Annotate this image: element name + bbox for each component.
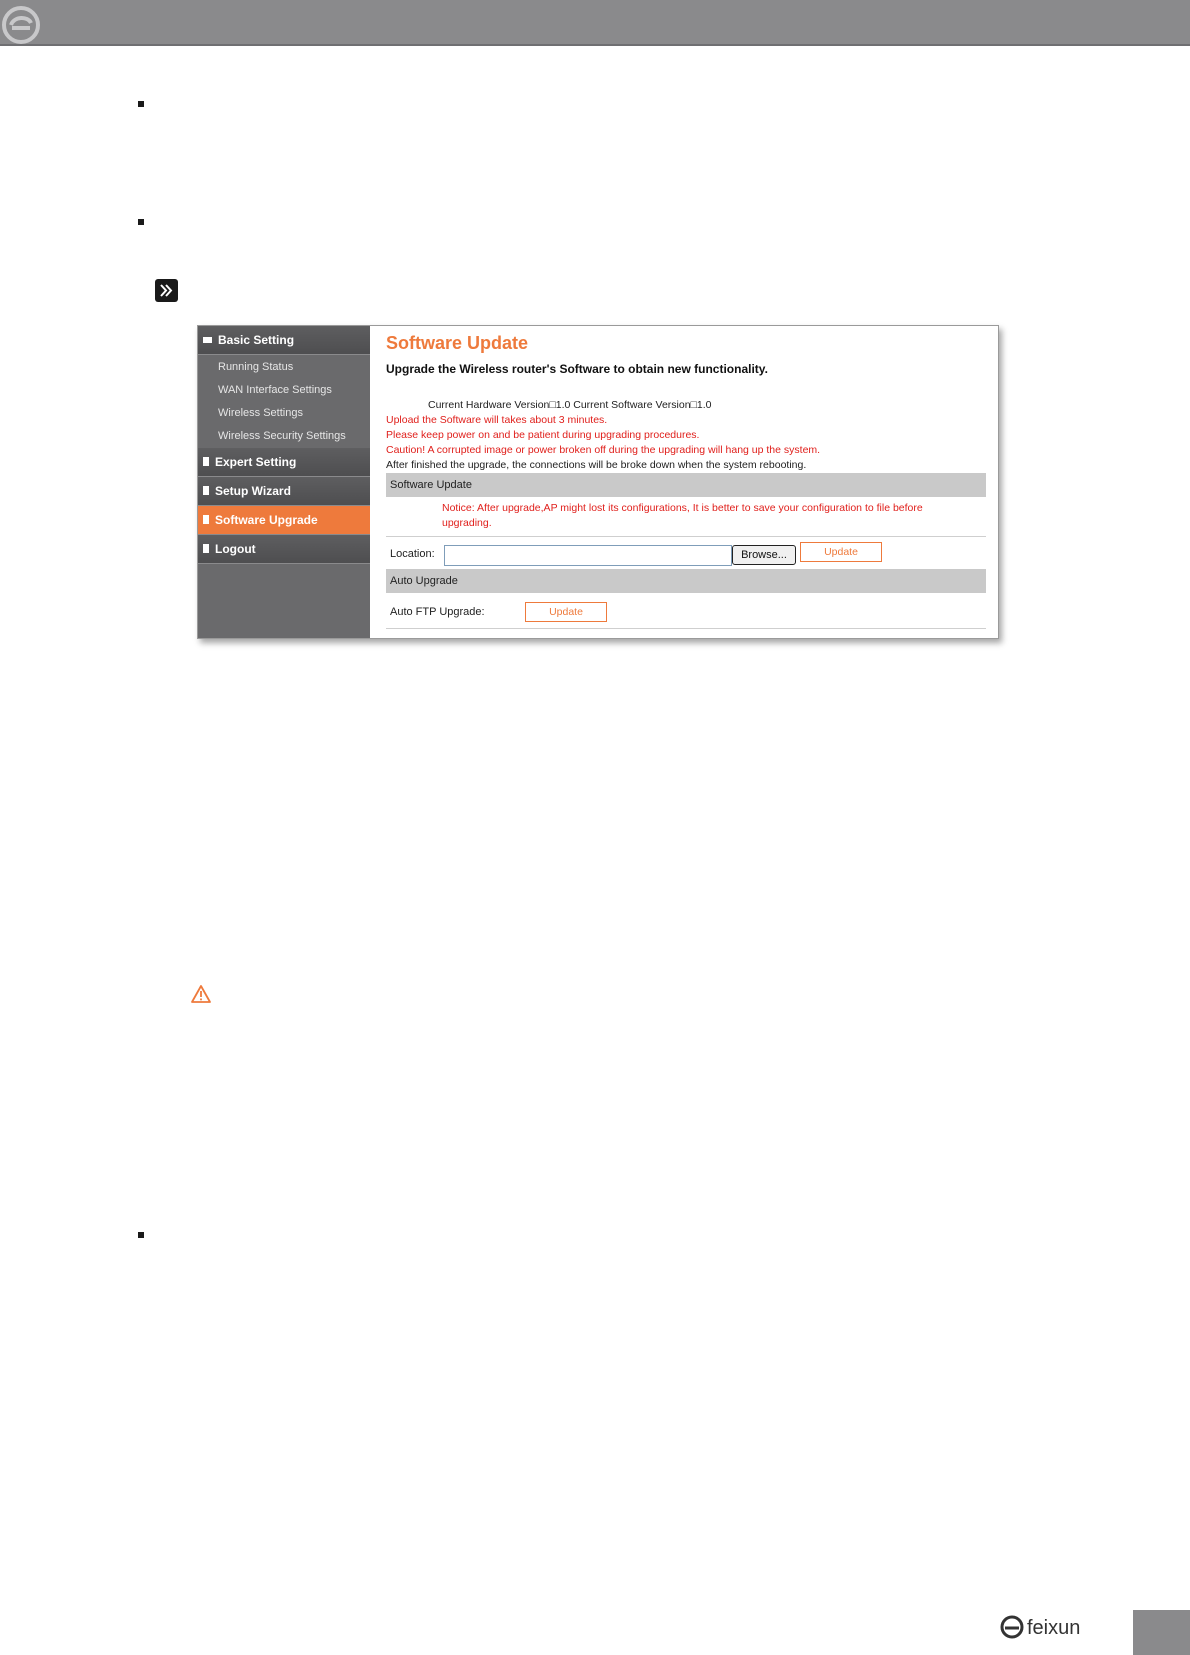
sidebar-item-wireless-settings[interactable]: Wireless Settings	[218, 407, 303, 419]
section-header-label: Software Update	[390, 479, 472, 491]
auto-ftp-upgrade-label: Auto FTP Upgrade:	[390, 606, 485, 618]
software-update-section-header	[386, 473, 986, 497]
reboot-info: After finished the upgrade, the connections will be broke down when the system rebooting.	[386, 459, 807, 471]
auto-upgrade-section-header	[386, 569, 986, 593]
sidebar-item-running-status[interactable]: Running Status	[218, 361, 294, 373]
sidebar-section-logout[interactable]	[198, 535, 370, 564]
sidebar	[198, 326, 370, 638]
sidebar-section-label: Software Upgrade	[215, 513, 318, 527]
router-ui-screenshot	[197, 325, 999, 639]
section-marker-icon	[203, 544, 209, 553]
section-marker-icon	[203, 515, 209, 524]
sidebar-section-label: Logout	[215, 542, 256, 556]
double-chevron-right-icon	[155, 279, 178, 302]
sidebar-section-expert-setting[interactable]	[198, 448, 370, 477]
bullet-icon	[138, 1232, 144, 1238]
upgrade-notice: Notice: After upgrade,AP might lost its configurations, It is better to save your configuration to file before upgrading.	[442, 502, 923, 529]
divider	[386, 628, 986, 629]
sidebar-section-label: Setup Wizard	[215, 484, 291, 498]
sidebar-section-label: Basic Setting	[218, 333, 295, 347]
section-header-label: Auto Upgrade	[390, 575, 458, 587]
browse-button[interactable]: Browse...	[732, 545, 796, 565]
sidebar-item-wireless-security-settings[interactable]: Wireless Security Settings	[218, 430, 346, 442]
page-subtitle: Upgrade the Wireless router's Software to obtain new functionality.	[386, 362, 768, 376]
svg-text:feixun: feixun	[1027, 1617, 1081, 1639]
section-marker-icon	[203, 486, 209, 495]
version-info: Current Hardware Version□1.0 Current Software Version□1.0	[428, 399, 712, 411]
bullet-icon	[138, 101, 144, 107]
content-panel	[370, 326, 998, 638]
sidebar-item-wan-interface-settings[interactable]: WAN Interface Settings	[218, 384, 332, 396]
top-banner	[0, 0, 1190, 46]
section-marker-icon	[203, 457, 209, 466]
sidebar-section-basic-setting[interactable]	[198, 326, 370, 355]
sidebar-section-software-upgrade[interactable]	[198, 506, 370, 535]
feixun-logo	[1000, 1615, 1104, 1639]
location-label: Location:	[390, 548, 435, 560]
divider	[386, 536, 986, 537]
page-number-tab	[1133, 1610, 1190, 1655]
location-input[interactable]	[444, 545, 732, 566]
warning-caution: Caution! A corrupted image or power broken off during the upgrading will hang up the system.	[386, 444, 821, 456]
page-title: Software Update	[386, 333, 529, 353]
sidebar-section-setup-wizard[interactable]	[198, 477, 370, 506]
software-update-button[interactable]: Update	[800, 542, 882, 562]
bullet-icon	[138, 219, 144, 225]
warning-triangle-icon	[190, 984, 212, 1004]
sidebar-section-label: Expert Setting	[215, 455, 297, 469]
warning-upload-time: Upload the Software will takes about 3 minutes.	[386, 414, 608, 426]
auto-ftp-update-button[interactable]: Update	[525, 602, 607, 622]
section-marker-icon	[203, 337, 212, 343]
feixun-swirl-logo-icon	[2, 6, 40, 44]
warning-keep-power: Please keep power on and be patient during upgrading procedures.	[386, 429, 700, 441]
